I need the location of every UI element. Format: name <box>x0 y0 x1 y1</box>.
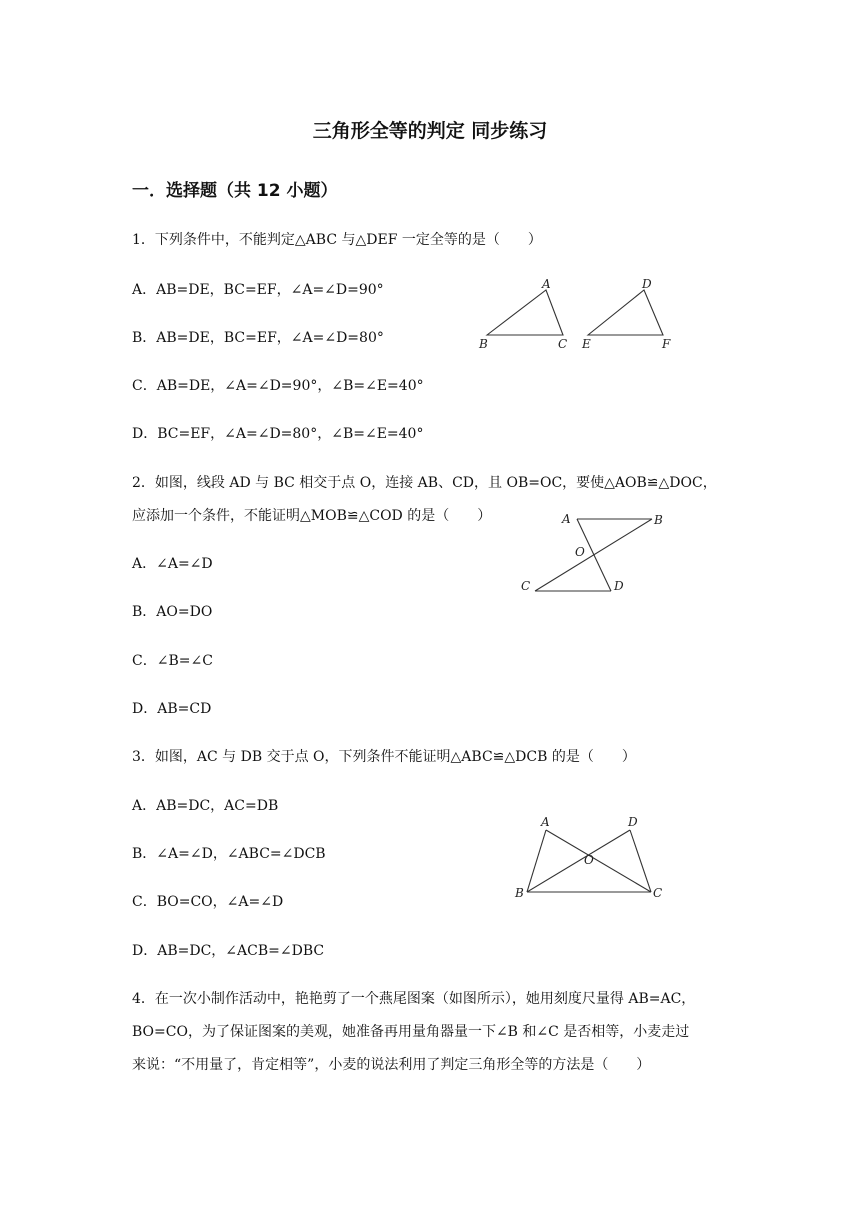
segment-ac <box>546 830 651 892</box>
question-3-option-b: B．∠A=∠D，∠ABC=∠DCB <box>132 846 326 862</box>
label-a: A <box>541 815 550 829</box>
question-2-option-b: B．AO=DO <box>132 604 213 620</box>
question-4-stem-line-3: 来说：“不用量了，肯定相等”，小麦的说法利用了判定三角形全等的方法是（ ） <box>132 1057 651 1073</box>
triangle-def <box>588 290 663 335</box>
segment-bc <box>535 519 652 591</box>
question-3-figure <box>510 812 670 907</box>
label-b: B <box>515 886 524 900</box>
question-4-stem-line-2: BO=CO，为了保证图案的美观，她准备再用量角器量一下∠B 和∠C 是否相等，小麦走过 <box>132 1024 690 1040</box>
question-3-option-a: A．AB=DC，AC=DB <box>132 798 279 814</box>
label-b: B <box>479 337 488 351</box>
label-b: B <box>654 513 663 527</box>
question-3-option-c: C．BO=CO，∠A=∠D <box>132 894 284 910</box>
question-3-stem: 3．如图，AC 与 DB 交于点 O，下列条件不能证明△ABC≌△DCB 的是（ ） <box>132 749 636 765</box>
label-o: O <box>584 853 594 867</box>
question-1-option-b: B．AB=DE，BC=EF，∠A=∠D=80° <box>132 330 384 346</box>
label-a: A <box>562 512 571 526</box>
label-d: D <box>614 579 624 593</box>
question-2-option-d: D．AB=CD <box>132 701 212 717</box>
question-1-option-d: D．BC=EF，∠A=∠D=80°，∠B=∠E=40° <box>132 426 424 442</box>
question-2-stem-line-2: 应添加一个条件，不能证明△MOB≌△COD 的是（ ） <box>132 508 492 524</box>
question-2-stem-line-1: 2．如图，线段 AD 与 BC 相交于点 O，连接 AB、CD，且 OB=OC，要使△AOB≌△DOC， <box>132 475 717 491</box>
question-2-figure <box>510 505 680 605</box>
question-1-option-a: A．AB=DE，BC=EF，∠A=∠D=90° <box>132 282 384 298</box>
label-c: C <box>653 886 663 900</box>
label-a: A <box>542 277 551 291</box>
label-d: D <box>642 277 652 291</box>
question-4-stem-line-1: 4．在一次小制作活动中，艳艳剪了一个燕尾图案（如图所示），她用刻度尺量得 AB=AC， <box>132 991 696 1007</box>
label-f: F <box>662 337 671 351</box>
question-2-option-a: A．∠A=∠D <box>132 556 213 572</box>
label-c: C <box>558 337 568 351</box>
label-e: E <box>582 337 591 351</box>
triangle-abc <box>487 290 563 335</box>
section-heading: 一．选择题（共 12 小题） <box>132 181 338 201</box>
question-1-figure <box>470 270 690 355</box>
question-1-stem: 1．下列条件中，不能判定△ABC 与△DEF 一定全等的是（ ） <box>132 232 542 248</box>
question-1-option-c: C．AB=DE，∠A=∠D=90°，∠B=∠E=40° <box>132 378 424 394</box>
question-3-option-d: D．AB=DC，∠ACB=∠DBC <box>132 943 325 959</box>
document-title: 三角形全等的判定 同步练习 <box>312 120 548 142</box>
question-2-option-c: C．∠B=∠C <box>132 653 213 669</box>
segment-db <box>527 830 630 892</box>
label-d: D <box>628 815 638 829</box>
label-c: C <box>521 579 531 593</box>
label-o: O <box>575 545 585 559</box>
segment-dc <box>630 830 651 892</box>
